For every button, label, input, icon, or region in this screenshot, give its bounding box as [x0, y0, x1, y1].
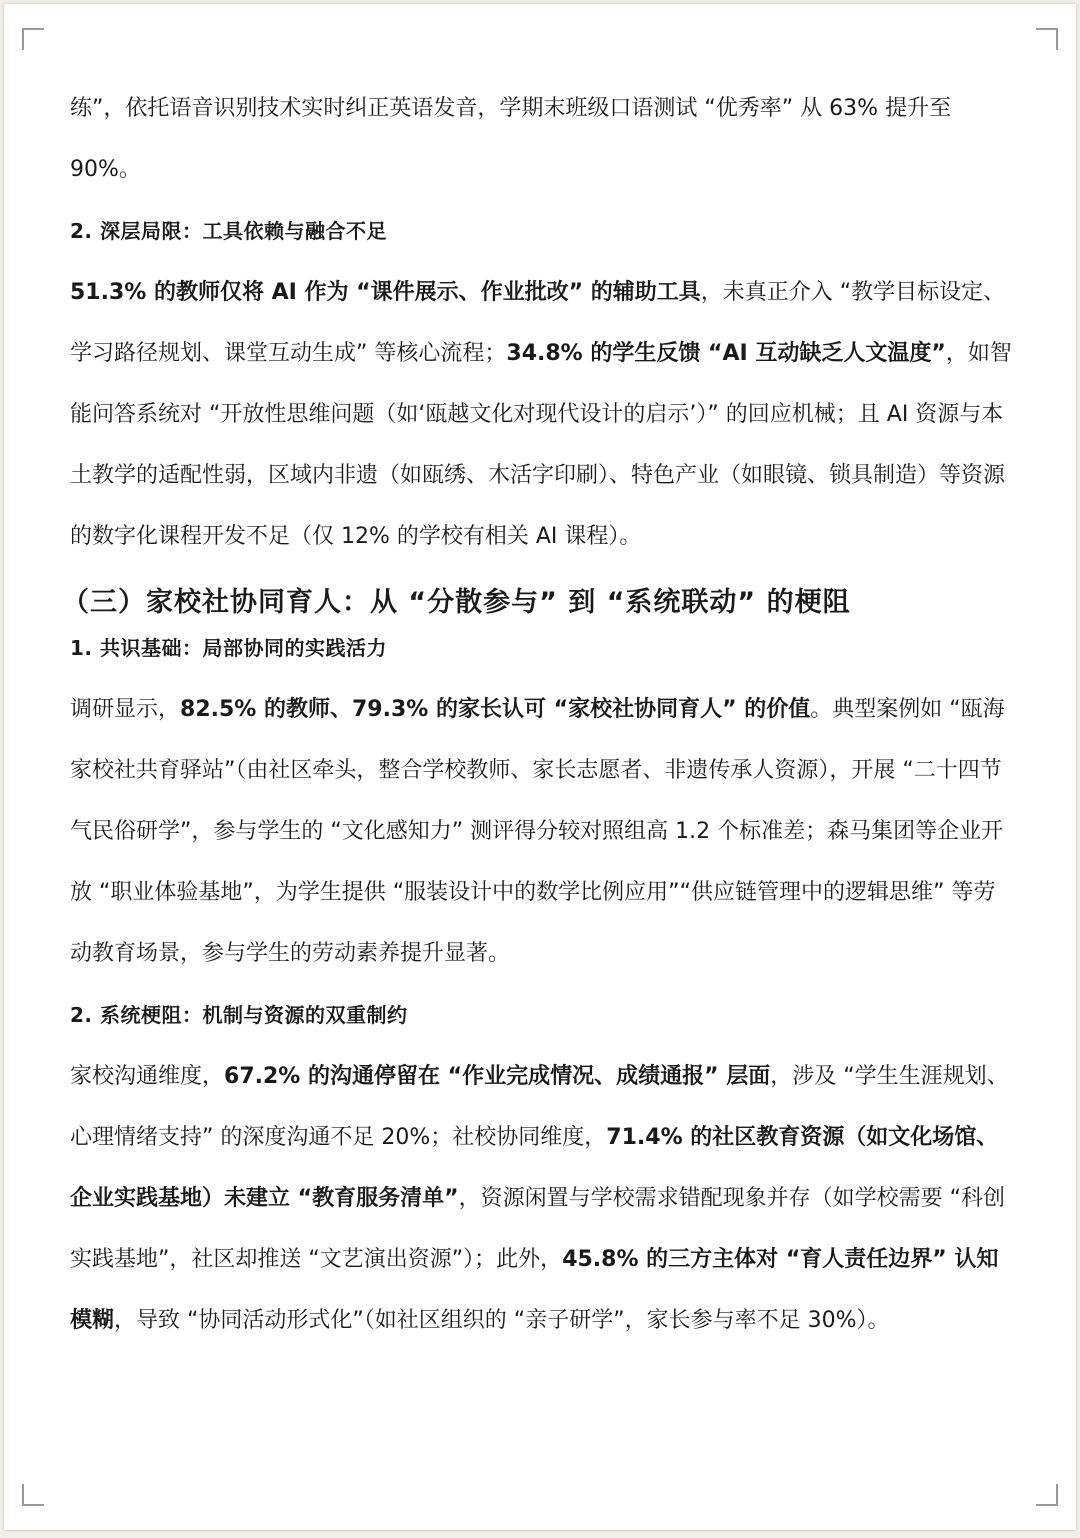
corner-mark-top-right [1036, 28, 1058, 50]
corner-mark-bottom-left [22, 1484, 44, 1506]
emphasis-recognition-rates: 82.5% 的教师、79.3% 的家长认可 “家校社协同育人” 的价值 [180, 697, 811, 722]
corner-mark-bottom-right [1036, 1484, 1058, 1506]
paragraph-consensus: 调研显示，82.5% 的教师、79.3% 的家长认可 “家校社协同育人” 的价值。典型案例如 “瓯海家校社共育驿站”（由社区牵头，整合学校教师、家长志愿者、非遗传承人资源），开展 “二十四节气民俗研学”，参与学生的 “文化感知力” 测评得分较对照组高 1.2 个标准差；森马集团等企业开放 “职业体验基地”，为学生提供 “服装设计中的数学比例应用”“供应链管理中的逻辑思维” 等劳动教育场景，参与学生的劳动素养提升显著。 [70, 697, 1005, 966]
section-title-home-school-community: （三）家校社协同育人：从 “分散参与” 到 “系统联动” 的梗阻 [62, 587, 851, 618]
emphasis-responsibility-boundary: 45.8% 的三方主体对 “育人责任边界” 认知模糊 [70, 1247, 999, 1333]
paragraph-system-obstacle: 家校沟通维度，67.2% 的沟通停留在 “作业完成情况、成绩通报” 层面，涉及 “学生生涯规划、心理情绪支持” 的深度沟通不足 20%；社校协同维度，71.4% 的社区教育资源（如文化场馆、企业实践基地）未建立 “教育服务清单”，资源闲置与学校需求错配现象并存（如学校需要 “科创实践基地”，社区却推送 “文艺演出资源”）；此外，45.8% 的三方主体对 “育人责任边界” 认知模糊，导致 “协同活动形式化”（如社区组织的 “亲子研学”，家长参与率不足 30%）。 [70, 1064, 1009, 1333]
emphasis-teacher-ai-usage: 51.3% 的教师仅将 AI 作为 “课件展示、作业批改” 的辅助工具 [70, 280, 701, 305]
document-page [4, 4, 1076, 1530]
emphasis-student-feedback: 34.8% 的学生反馈 “AI 互动缺乏人文温度” [506, 341, 946, 366]
emphasis-community-resources: 71.4% 的社区教育资源（如文化场馆、企业实践基地）未建立 “教育服务清单” [70, 1125, 999, 1211]
document-body [62, 78, 1012, 1351]
paragraph-ai-limitations: 51.3% 的教师仅将 AI 作为 “课件展示、作业批改” 的辅助工具，未真正介入 “教学目标设定、学习路径规划、课堂互动生成” 等核心流程；34.8% 的学生反馈 “AI 互动缺乏人文温度”，如智能问答系统对 “开放性思维问题（如‘瓯越文化对现代设计的启示’）” 的回应机械；且 AI 资源与本土教学的适配性弱，区域内非遗（如瓯绣、木活字印刷）、特色产业（如眼镜、锁具制造）等资源的数字化课程开发不足（仅 12% 的学校有相关 AI 课程）。 [70, 280, 1012, 549]
emphasis-communication-level: 67.2% 的沟通停留在 “作业完成情况、成绩通报” 层面 [224, 1064, 771, 1089]
paragraph-ai-english-result: 练”，依托语音识别技术实时纠正英语发音，学期末班级口语测试 “优秀率” 从 63% 提升至 90%。 [70, 96, 952, 182]
heading-consensus-basis: 1. 共识基础：局部协同的实践活力 [70, 636, 387, 660]
heading-system-obstacle: 2. 系统梗阻：机制与资源的双重制约 [70, 1003, 408, 1027]
heading-deep-limitations: 2. 深层局限：工具依赖与融合不足 [70, 219, 387, 243]
corner-mark-top-left [22, 28, 44, 50]
